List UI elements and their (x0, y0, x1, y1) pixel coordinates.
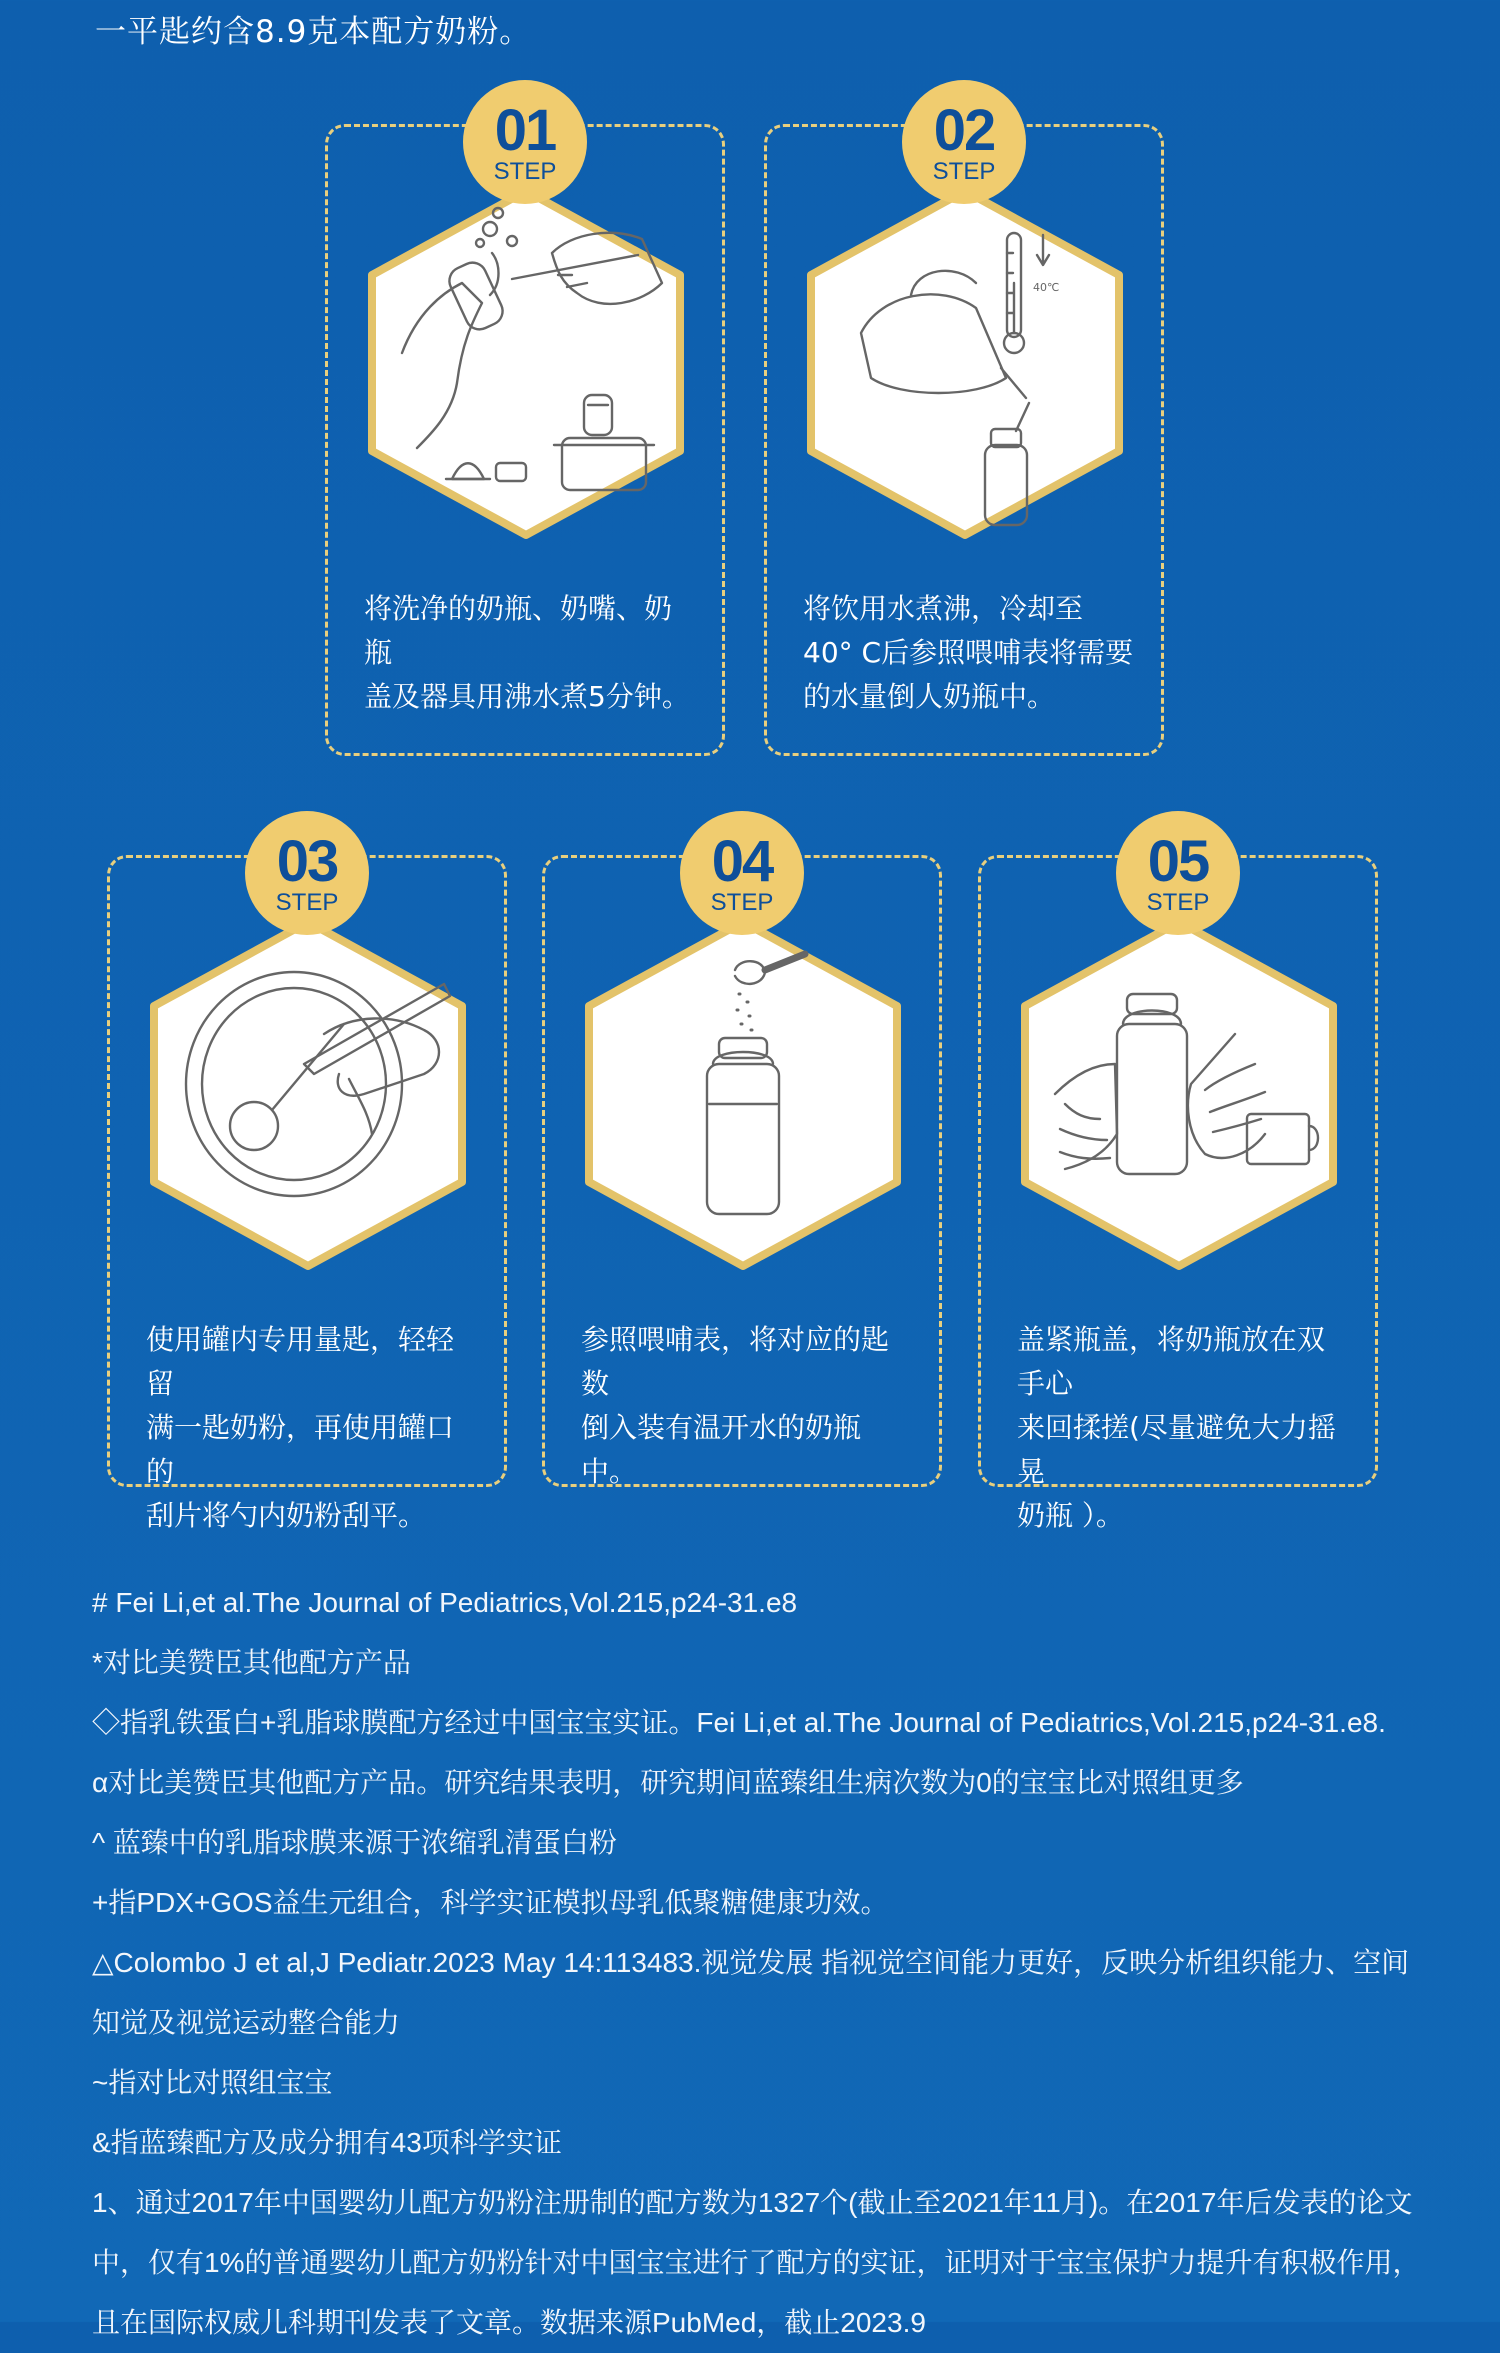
step-text-line: 使用罐内专用量匙，轻轻留 (146, 1323, 455, 1400)
step-description (803, 587, 1138, 719)
step-card-04 (542, 829, 942, 1488)
footnote-colombo: △Colombo J et al,J Pediatr.2023 May 14:113483.视觉发展 指视觉空间能力更好，反映分析组织能力、空间知觉及视觉运动整合能力 (92, 1947, 1410, 2038)
footnote-reference: # Fei Li,et al.The Journal of Pediatrics,Vol.215,p24-31.e8 (92, 1587, 798, 1618)
thermometer-label: 40℃ (1033, 281, 1060, 294)
add-powder-icon (579, 914, 907, 1274)
step-badge (902, 80, 1026, 204)
step-text-line: 将洗净的奶瓶、奶嘴、奶瓶 (364, 592, 673, 669)
step-badge (1116, 811, 1240, 935)
step-number: 05 (1147, 829, 1209, 894)
footnote-comparison: *对比美赞臣其他配方产品 (92, 1647, 411, 1678)
step-number: 02 (933, 98, 995, 163)
sterilize-bottle-icon (362, 183, 690, 543)
step-badge (245, 811, 369, 935)
footnote-43-studies: &指蓝臻配方及成分拥有43项科学实证 (92, 2127, 562, 2158)
step-text-line: 的水量倒人奶瓶中。 (803, 680, 1056, 713)
step-text-line: 盖及器具用沸水煮5分钟。 (364, 680, 690, 713)
step-badge (680, 811, 804, 935)
step-number: 04 (711, 829, 773, 894)
step-card-03 (107, 829, 507, 1532)
step-card-05 (978, 829, 1378, 1532)
top-note: 一平匙约含8.9克本配方奶粉。 (95, 14, 532, 50)
step-label: STEP (493, 158, 557, 185)
step-text-line: 奶瓶 ）。 (1017, 1499, 1124, 1532)
step-text-line: 盖紧瓶盖，将奶瓶放在双手心 (1017, 1323, 1326, 1400)
step-badge (463, 80, 587, 204)
step-description (364, 587, 699, 719)
step-card-01 (325, 98, 725, 756)
step-number: 03 (276, 829, 338, 894)
scoop-level-icon (144, 914, 472, 1274)
footnotes (92, 1573, 1422, 2353)
footnote-alpha: α对比美赞臣其他配方产品。研究结果表明，研究期间蓝臻组生病次数为0的宝宝比对照组更多 (92, 1767, 1244, 1798)
step-text-line: 倒入装有温开水的奶瓶中。 (581, 1411, 862, 1488)
step-text-line: 刮片将勺内奶粉刮平。 (146, 1499, 427, 1532)
step-description (581, 1318, 916, 1494)
step-label: STEP (932, 158, 996, 185)
footnote-registration: 1、通过2017年中国婴幼儿配方奶粉注册制的配方数为1327个(截止至2021年11月)。在2017年后发表的论文中，仅有1%的普通婴幼儿配方奶粉针对中国宝宝进行了配方的实证，证明对于宝宝保护力提升有积极作用，且在国际权威儿科期刊发表了文章。数据来源PubMed，截止2023.9 (92, 2187, 1421, 2338)
footnote-lactoferrin: ◇指乳铁蛋白+乳脂球膜配方经过中国宝宝实证。Fei Li,et al.The Journal of Pediatrics,Vol.215,p24-31.e8. (92, 1707, 1386, 1738)
footnote-mfgm: ^ 蓝臻中的乳脂球膜来源于浓缩乳清蛋白粉 (92, 1827, 617, 1858)
step-label: STEP (1146, 889, 1210, 916)
footnote-prebiotic: +指PDX+GOS益生元组合，科学实证模拟母乳低聚糖健康功效。 (92, 1887, 889, 1918)
step-text-line: 参照喂哺表，将对应的匙数 (581, 1323, 890, 1400)
step-description (1017, 1318, 1352, 1538)
step-text-line: 40° C后参照喂哺表将需要 (803, 636, 1134, 669)
step-text-line: 满一匙奶粉，再使用罐口的 (146, 1411, 455, 1488)
step-number: 01 (494, 98, 556, 163)
step-label: STEP (275, 889, 339, 916)
kettle-pour-icon (801, 183, 1129, 543)
step-text-line: 来回揉搓(尽量避免大力摇晃 (1017, 1411, 1336, 1488)
step-label: STEP (710, 889, 774, 916)
step-description (146, 1318, 481, 1538)
step-text-line: 将饮用水煮沸，冷却至 (803, 592, 1084, 625)
step-card-02 (764, 98, 1164, 756)
roll-bottle-icon (1015, 914, 1343, 1274)
footnote-control: ~指对比对照组宝宝 (92, 2067, 333, 2098)
